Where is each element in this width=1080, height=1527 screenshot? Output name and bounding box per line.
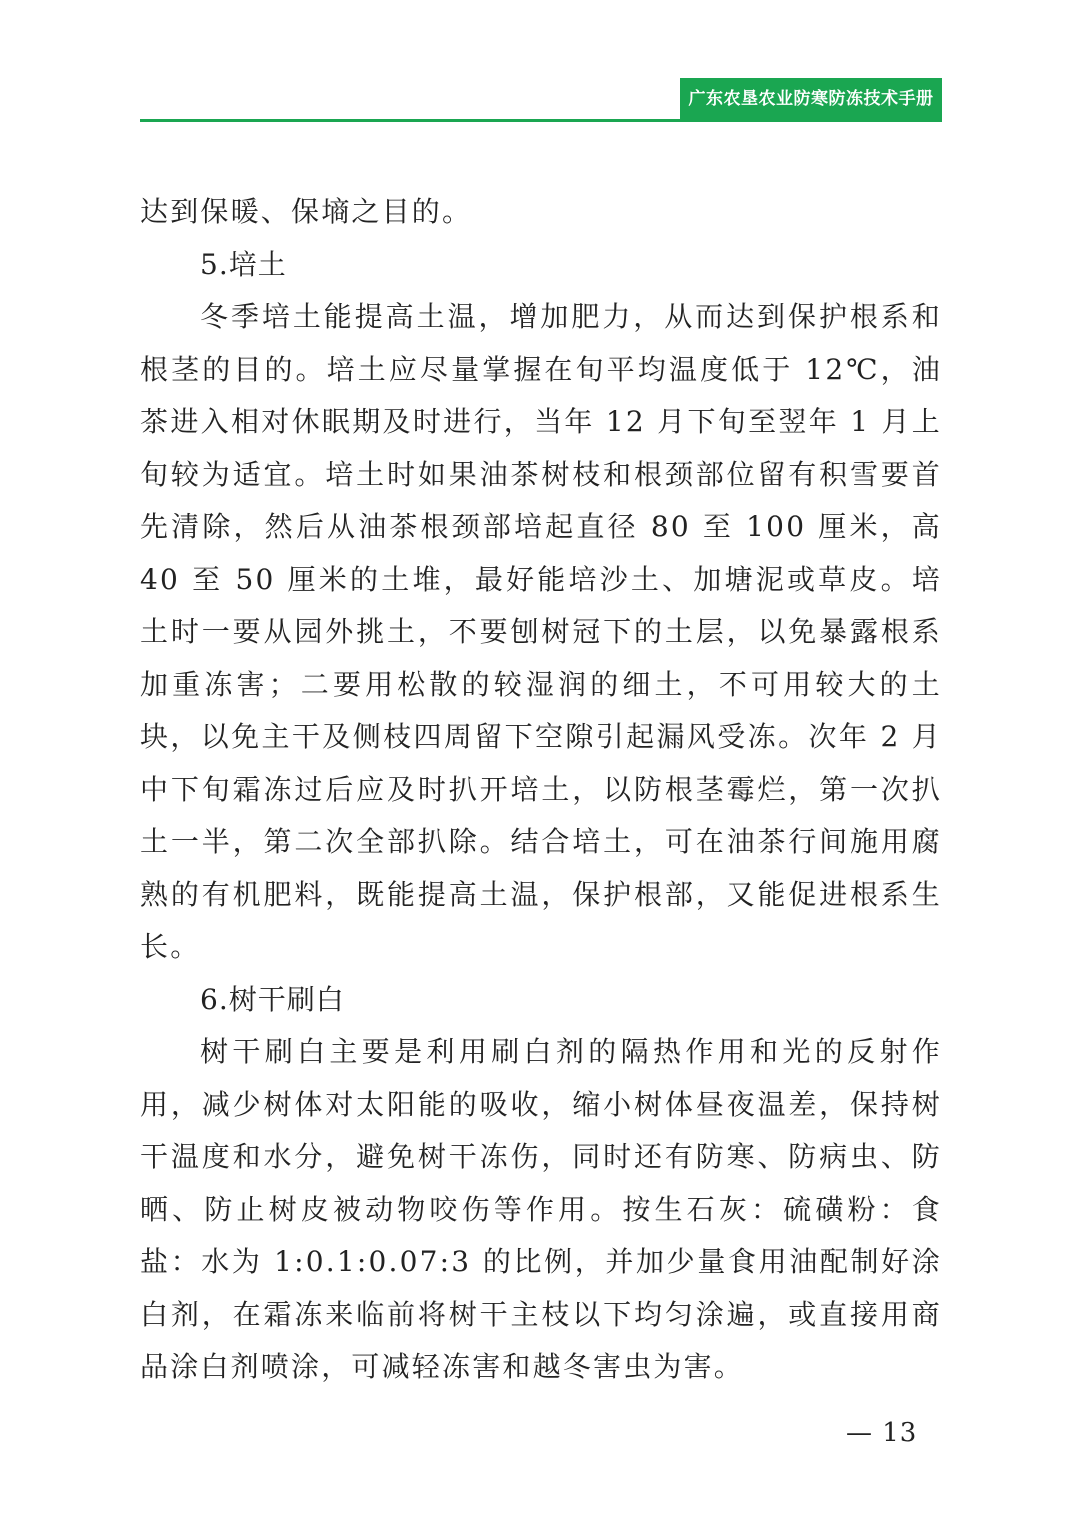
section-body-6: 树干刷白主要是利用刷白剂的隔热作用和光的反射作用，减少树体对太阳能的吸收，缩小树体昼夜温差，保持树干温度和水分，避免树干冻伤，同时还有防寒、防病虫、防晒、防止树皮被动物咬伤等作用。按生石灰：硫磺粉：食盐：水为 1:0.1:0.07:3 的比例，并加少量食用油配制好涂白剂，在霜冻来临前将树干主枝以下均匀涂遍，或直接用商品涂白剂喷涂，可减轻冻害和越冬害虫为害。 xyxy=(140,1035,942,1383)
continuation-paragraph: 达到保暖、保墒之目的。 xyxy=(140,195,473,228)
section-body-5: 冬季培土能提高土温，增加肥力，从而达到保护根系和根茎的目的。培土应尽量掌握在旬平均温度低于 12℃，油茶进入相对休眠期及时进行，当年 12 月下旬至翌年 1 月上旬较为适宜。培土时如果油茶树枝和根颈部位留有积雪要首先清除，然后从油茶根颈部培起直径 80 至 100 厘米，高 40 至 50 厘米的土堆，最好能培沙土、加塘泥或草皮。培土时一要从园外挑土，不要刨树冠下的土层，以免暴露根系加重冻害；二要用松散的较湿润的细土，不可用较大的土块，以免主干及侧枝四周留下空隙引起漏风受冻。次年 2 月中下旬霜冻过后应及时扒开培土，以防根茎霉烂，第一次扒土一半，第二次全部扒除。结合培土，可在油茶行间施用腐熟的有机肥料，既能提高土温，保护根部，又能促进根系生长。 xyxy=(140,300,942,963)
header-rule xyxy=(140,119,942,122)
section-heading-5: 5.培土 xyxy=(200,247,287,281)
page-content xyxy=(140,186,942,1394)
header-title: 广东农垦农业防寒防冻技术手册 xyxy=(680,78,942,120)
page-number: — 13 xyxy=(846,1418,918,1448)
section-heading-6: 6.树干刷白 xyxy=(200,982,345,1016)
